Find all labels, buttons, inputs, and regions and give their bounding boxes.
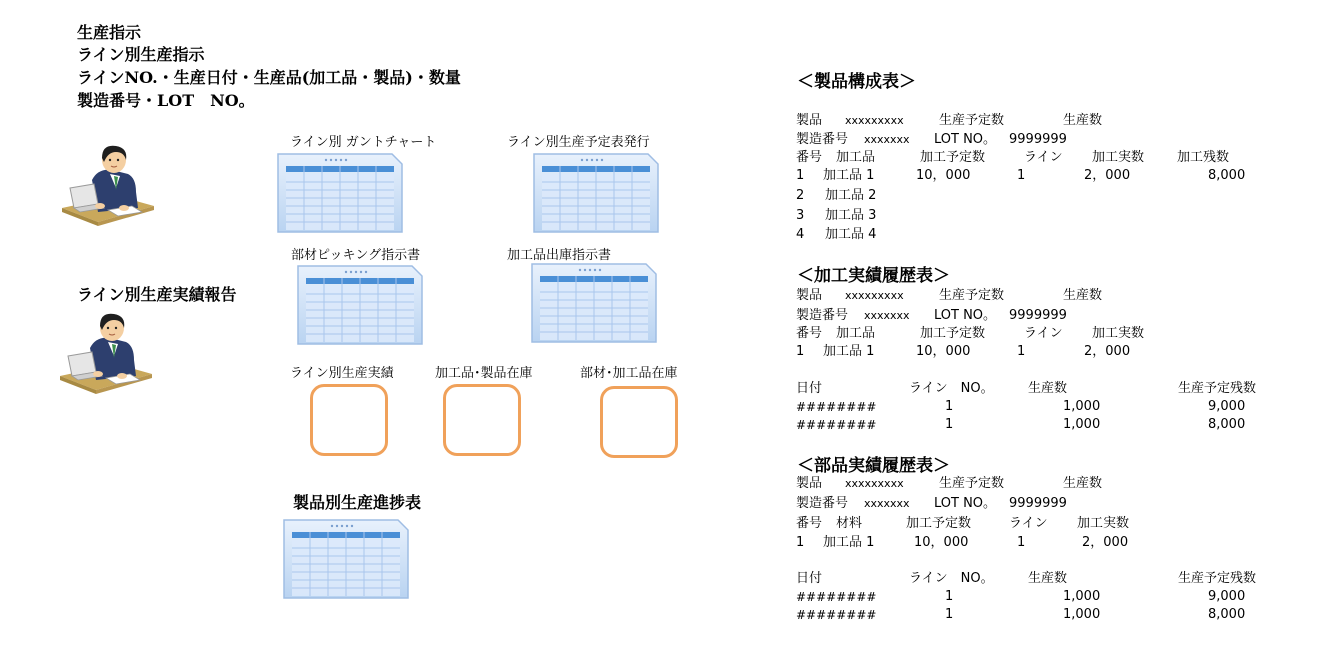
processing-col-item: 加工品 [836,326,876,341]
processing-hist-col-date: 日付 [796,381,823,396]
processing-product-value: xxxxxxxxx [845,289,904,302]
processing-row-actual: 2，000 [1084,344,1131,359]
processing-hist-date: ######## [796,418,877,432]
parts-hist-date: ######## [796,608,877,622]
processing-product-label: 製品 [796,288,823,303]
processing-hist-col-qty: 生産数 [1028,381,1068,396]
parts-lot-value: 9999999 [1009,496,1067,511]
processing-col-actual: 加工実数 [1092,326,1145,341]
composition-col-actual: 加工実数 [1092,150,1145,165]
processing-mfg-value: xxxxxxx [864,309,910,322]
parts-stock-slot[interactable] [600,386,678,458]
parts-row-line: 1 [1017,535,1026,550]
processing-col-line: ライン [1024,326,1063,341]
parts-hist-date: ######## [796,590,877,604]
processing-hist-qty: 1,000 [1063,399,1101,414]
parts-row-no: 1 [796,535,805,550]
processing-lot-value: 9999999 [1009,308,1067,323]
composition-row-item: 加工品 1 [823,168,875,183]
processing-row-item: 加工品 1 [823,344,875,359]
composition-title: ＜製品構成表＞ [797,72,916,92]
parts-mfg-value: xxxxxxx [864,497,910,510]
processing-hist-col-line: ライン NO。 [909,381,994,396]
processing-hist-line: 1 [945,399,954,414]
report-label: ライン別生産実績報告 [77,285,237,304]
composition-row-actual: 2，000 [1084,168,1131,183]
picking-instruction-label: 部材ピッキング指示書 [291,248,421,263]
processing-col-no: 番号 [796,326,823,341]
composition-product-value: xxxxxxxxx [845,114,904,127]
processing-row-plan: 10，000 [916,344,971,359]
parts-lot-label: LOT NO。 [934,496,997,511]
progress-table-document-icon[interactable] [282,518,410,600]
parts-hist-col-remain: 生産予定残数 [1178,571,1257,586]
header-line-1: 生産指示 [77,23,142,42]
line-schedule-label: ライン別生産予定表発行 [507,135,650,150]
header-line-3: ラインNO.・生産日付・生産品(加工品・製品)・数量 [77,68,461,87]
parts-hist-col-date: 日付 [796,571,823,586]
gantt-chart-document-icon[interactable] [276,152,404,234]
composition-row-no: 3 [796,208,805,223]
composition-row-item: 加工品 3 [825,208,877,223]
parts-planned-label: 生産予定数 [939,476,1005,491]
composition-row-no: 4 [796,227,805,242]
office-worker-icon [58,140,158,232]
parts-produced-label: 生産数 [1063,476,1103,491]
parts-title: ＜部品実績履歴表＞ [797,456,950,476]
parts-hist-col-qty: 生産数 [1028,571,1068,586]
line-schedule-document-icon[interactable] [532,152,660,234]
composition-planned-label: 生産予定数 [939,113,1005,128]
parts-col-item: 材料 [836,516,863,531]
processing-hist-remain: 8,000 [1208,417,1246,432]
composition-col-remain: 加工残数 [1177,150,1230,165]
composition-mfg-label: 製造番号 [796,132,849,147]
shipping-instruction-document-icon[interactable] [530,262,658,344]
parts-hist-remain: 9,000 [1208,589,1246,604]
processing-hist-qty: 1,000 [1063,417,1101,432]
parts-stock-label: 部材･加工品在庫 [580,366,678,381]
parts-hist-remain: 8,000 [1208,607,1246,622]
parts-col-plan: 加工予定数 [906,516,972,531]
parts-mfg-label: 製造番号 [796,496,849,511]
shipping-instruction-label: 加工品出庫指示書 [507,248,612,263]
composition-col-item: 加工品 [836,150,876,165]
processing-lot-label: LOT NO。 [934,308,997,323]
composition-row-line: 1 [1017,168,1026,183]
parts-product-value: xxxxxxxxx [845,477,904,490]
office-worker-icon [56,308,156,400]
composition-lot-value: 9999999 [1009,132,1067,147]
processing-hist-remain: 9,000 [1208,399,1246,414]
composition-produced-label: 生産数 [1063,113,1103,128]
parts-row-plan: 10，000 [914,535,969,550]
composition-col-line: ライン [1024,150,1063,165]
product-stock-slot[interactable] [443,384,521,456]
composition-row-no: 1 [796,168,805,183]
parts-col-actual: 加工実数 [1077,516,1130,531]
parts-col-no: 番号 [796,516,823,531]
processing-hist-line: 1 [945,417,954,432]
parts-hist-qty: 1,000 [1063,589,1101,604]
processing-mfg-label: 製造番号 [796,308,849,323]
picking-instruction-document-icon[interactable] [296,264,424,346]
processing-hist-date: ######## [796,400,877,414]
processing-row-no: 1 [796,344,805,359]
composition-row-item: 加工品 2 [825,188,877,203]
composition-row-remain: 8,000 [1208,168,1246,183]
processing-hist-col-remain: 生産予定残数 [1178,381,1257,396]
processing-title: ＜加工実績履歴表＞ [797,266,950,286]
parts-hist-line: 1 [945,589,954,604]
parts-hist-line: 1 [945,607,954,622]
line-results-label: ライン別生産実績 [290,366,394,381]
progress-table-label: 製品別生産進捗表 [293,493,422,512]
composition-row-item: 加工品 4 [825,227,877,242]
composition-col-plan: 加工予定数 [920,150,986,165]
parts-row-item: 加工品 1 [823,535,875,550]
parts-product-label: 製品 [796,476,823,491]
processing-produced-label: 生産数 [1063,288,1103,303]
composition-row-no: 2 [796,188,805,203]
parts-col-line: ライン [1009,516,1048,531]
gantt-chart-label: ライン別 ガントチャート [290,135,437,150]
parts-hist-col-line: ライン NO。 [909,571,994,586]
product-stock-label: 加工品･製品在庫 [435,366,533,381]
processing-row-line: 1 [1017,344,1026,359]
header-line-2: ライン別生産指示 [77,45,205,64]
composition-lot-label: LOT NO。 [934,132,997,147]
parts-hist-qty: 1,000 [1063,607,1101,622]
composition-product-label: 製品 [796,113,823,128]
composition-col-no: 番号 [796,150,823,165]
header-line-4: 製造番号・LOT NO。 [77,91,255,110]
parts-row-actual: 2，000 [1082,535,1129,550]
composition-row-plan: 10，000 [916,168,971,183]
line-results-slot[interactable] [310,384,388,456]
composition-mfg-value: xxxxxxx [864,133,910,146]
processing-planned-label: 生産予定数 [939,288,1005,303]
processing-col-plan: 加工予定数 [920,326,986,341]
